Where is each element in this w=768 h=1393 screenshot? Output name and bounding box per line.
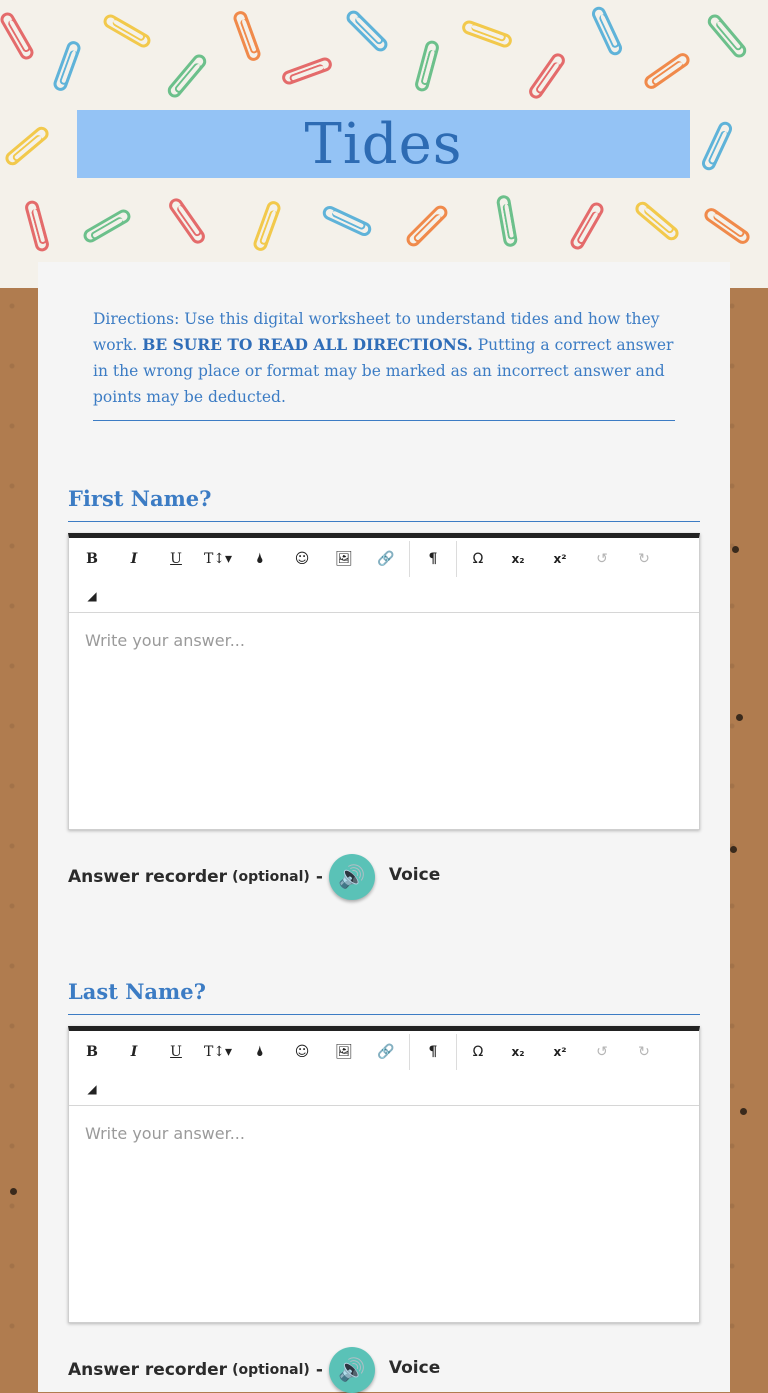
directions-part2: Putting a correct answer in the wrong place or format may be marked as an incorrect answer and points may be deducted.	[93, 336, 674, 406]
undo-icon[interactable]: ↺	[596, 551, 608, 567]
answer-recorder	[68, 854, 440, 900]
underline-button[interactable]: U	[170, 1044, 182, 1060]
link-icon[interactable]: 🔗	[377, 1044, 395, 1060]
recorder-dash: -	[315, 1360, 323, 1380]
recorder-optional: (optional)	[232, 1362, 310, 1378]
paragraph-direction-icon[interactable]: ¶	[428, 551, 438, 567]
emoji-icon[interactable]: ☺	[294, 1044, 310, 1060]
bold-button[interactable]: B	[86, 1044, 98, 1060]
question-first-name	[68, 486, 700, 830]
directions-part1: Directions: Use this digital worksheet to understand tides and how they work.	[93, 310, 660, 354]
image-icon[interactable]: 🖼	[335, 1044, 353, 1060]
voice-record-button[interactable]	[329, 854, 375, 900]
color-drop-icon[interactable]: 🌢	[255, 551, 265, 567]
recorder-optional: (optional)	[232, 869, 310, 885]
subscript-button[interactable]: x₂	[511, 1045, 525, 1059]
redo-icon[interactable]: ↻	[638, 1044, 650, 1060]
directions-bold: BE SURE TO READ ALL DIRECTIONS.	[142, 335, 473, 354]
superscript-button[interactable]: x²	[553, 1045, 567, 1059]
page-title: Tides	[304, 111, 463, 177]
recorder-dash: -	[315, 867, 323, 887]
editor-toolbar	[69, 538, 699, 613]
link-icon[interactable]: 🔗	[377, 551, 395, 567]
text-size-button[interactable]: T↕▾	[203, 551, 233, 567]
special-character-icon[interactable]: Ω	[472, 1044, 484, 1060]
voice-label: Voice	[388, 1358, 441, 1378]
title-box	[77, 110, 690, 178]
superscript-button[interactable]: x²	[553, 552, 567, 566]
redo-icon[interactable]: ↻	[638, 551, 650, 567]
special-character-icon[interactable]: Ω	[472, 551, 484, 567]
undo-icon[interactable]: ↺	[596, 1044, 608, 1060]
header-banner	[0, 0, 768, 288]
rich-text-editor	[68, 1026, 700, 1323]
question-title: Last Name?	[68, 979, 700, 1015]
paragraph-direction-icon[interactable]: ¶	[428, 1044, 438, 1060]
image-icon[interactable]: 🖼	[335, 551, 353, 567]
italic-button[interactable]: I	[130, 1044, 138, 1060]
color-drop-icon[interactable]: 🌢	[255, 1044, 265, 1060]
emoji-icon[interactable]: ☺	[294, 551, 310, 567]
subscript-button[interactable]: x₂	[511, 552, 525, 566]
eraser-icon[interactable]: ◢	[87, 1082, 97, 1096]
eraser-icon[interactable]: ◢	[87, 589, 97, 603]
answer-recorder	[68, 1347, 440, 1393]
editor-toolbar	[69, 1031, 699, 1106]
directions-text	[93, 306, 675, 421]
question-title: First Name?	[68, 486, 700, 522]
speaker-icon: 🔊	[338, 864, 366, 890]
bold-button[interactable]: B	[86, 551, 98, 567]
rich-text-editor	[68, 533, 700, 830]
recorder-label: Answer recorder	[68, 867, 228, 887]
worksheet	[38, 262, 730, 1392]
underline-button[interactable]: U	[170, 551, 182, 567]
voice-record-button[interactable]	[329, 1347, 375, 1393]
recorder-label: Answer recorder	[68, 1360, 228, 1380]
voice-label: Voice	[388, 865, 441, 885]
question-last-name	[68, 979, 700, 1323]
speaker-icon: 🔊	[338, 1357, 366, 1383]
italic-button[interactable]: I	[130, 551, 138, 567]
answer-input[interactable]: Write your answer...	[69, 1106, 699, 1322]
answer-input[interactable]: Write your answer...	[69, 613, 699, 829]
text-size-button[interactable]: T↕▾	[203, 1044, 233, 1060]
